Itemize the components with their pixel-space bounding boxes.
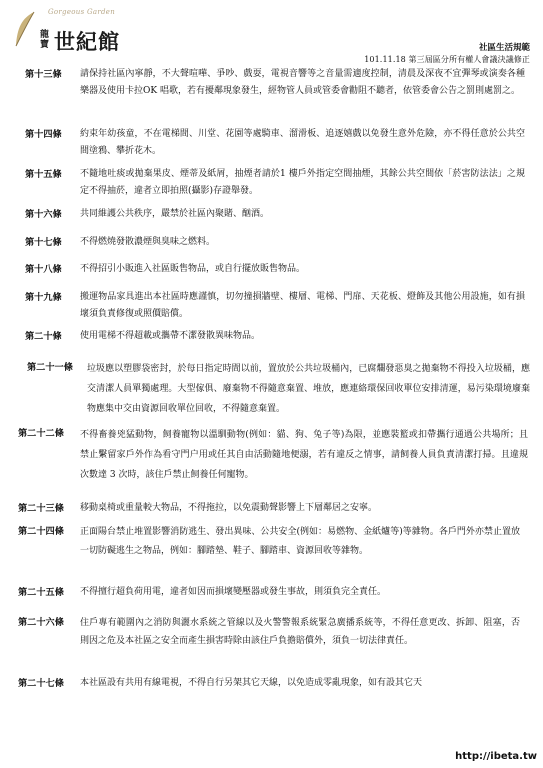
article-label: 第二十四條 <box>18 526 64 537</box>
article-label: 第十六條 <box>25 209 62 220</box>
article-label: 第二十一條 <box>27 362 73 373</box>
article-text: 本社區設有共用有線電視，不得自行另架其它天線，以免造成零亂現象，如有設其它天 <box>80 678 423 688</box>
article-text: 不得擅行超負荷用電，違者如因而損壞變壓器或發生事故，則須負完全責任。 <box>80 587 387 597</box>
logo-script-text: Gorgeous Garden <box>48 8 116 16</box>
article-label: 第十四條 <box>25 129 62 140</box>
article-label: 第二十二條 <box>18 428 64 439</box>
article-text: 共同維護公共秩序，嚴禁於社區內聚賭、酗酒。 <box>80 209 270 219</box>
article-label: 第十九條 <box>25 292 62 303</box>
logo <box>10 6 130 54</box>
article-label: 第二十五條 <box>18 587 64 598</box>
article-label: 第二十六條 <box>18 617 64 628</box>
article-text: 約束年幼孩童，不在電梯間、川堂、花園等處騎車、溜滑板、追逐嬉戲以免發生意外危險，亦不得任意於公共空間塗鴉、攀折花木。 <box>80 129 525 156</box>
article-label: 第十三條 <box>25 69 62 80</box>
article-label: 第十八條 <box>25 264 62 275</box>
watermark-url: http://ibeta.tw <box>455 751 537 762</box>
logo-brand-text: 世紀館 <box>54 29 120 54</box>
article-text: 搬運物品家具進出本社區時應謹慎，切勿撞損牆壁、樓層、電梯、門扉、天花板、燈飾及其他公用設施，如有損壞須負責修復或照價賠償。 <box>80 292 525 319</box>
article-label: 第十七條 <box>25 237 62 248</box>
logo-small-text: 龍寶 <box>40 30 50 50</box>
article-label: 第二十七條 <box>18 678 64 689</box>
article-text: 不隨地吐痰或拋棄果皮、煙蒂及紙屑，抽煙者請於1 樓戶外指定空間抽煙，其餘公共空間依「菸害防法法」之規定不得抽菸，違者立即拍照(攝影)存證舉發。 <box>80 169 525 196</box>
document-subtitle: 101.11.18 第三屆區分所有權人會議決議修正 <box>364 55 530 64</box>
article-text: 住戶專有範圍內之消防與灑水系統之管線以及火警警報系統緊急廣播系統等，不得任意更改、拆卸、阻塞，否則因之危及本社區之安全而產生損害時除由該住戶負擔賠償外，須負一切法律責任。 <box>80 618 520 646</box>
article-label: 第二十條 <box>25 331 62 342</box>
feather-quill-icon <box>12 10 38 50</box>
article-text: 不得燃燒發散濃煙與臭味之燃料。 <box>80 237 216 247</box>
document-title: 社區生活規範 <box>478 43 530 53</box>
article-text: 垃圾應以塑膠袋密封，於每日指定時間以前，置放於公共垃圾桶內，已腐爛發惡臭之拋棄物不得投入垃圾桶，應交清潔人員單獨處理。大型傢俱、廢棄物不得隨意棄置、堆放，應連絡環保回收單位安排清運，易污染環境廢棄物應集中交由資源回收單位回收，不得隨意棄置。 <box>87 364 530 414</box>
article-text: 不得招引小販進入社區販售物品，或自行擺放販售物品。 <box>80 264 306 274</box>
article-text: 不得畜養兇猛動物，飼養寵物以溫馴動物(例如：貓、狗、兔子等)為限，並應裝籃或扣帶攜行通過公共場所；且禁止繫留家戶外作為看守門户用或任其自由活動隨地便溺，若有違反之情事，請飼養人員負責清潔打掃。且違規次數達 3 次時，該住戶禁止飼養任何寵物。 <box>80 430 528 480</box>
article-text: 使用電梯不得超載或攜帶不潔發散異味物品。 <box>80 331 261 341</box>
article-text: 正面陽台禁止堆置影響消防逃生、發出異味、公共安全(例如：易燃物、金紙爐等)等雜物。各戶門外亦禁止置放一切防礙逃生之物品，例如：腳踏墊、鞋子、腳踏車、資源回收等雜物。 <box>80 527 520 556</box>
article-label: 第二十三條 <box>18 503 64 514</box>
article-text: 移動桌椅或重量較大物品，不得拖拉，以免震動聲影響上下層鄰居之安寧。 <box>80 503 378 513</box>
article-text: 請保持社區內寧靜，不大聲喧嘩、爭吵、戲耍，電視音響等之音量需適度控制，清晨及深夜不宜彈琴或演奏各種樂器及使用卡拉OK 唱歌，若有擾鄰現象發生，經物管人員或管委會勸阻不聽者，依管委會公告之罰則處罰之。 <box>80 69 525 96</box>
article-label: 第十五條 <box>25 169 62 180</box>
